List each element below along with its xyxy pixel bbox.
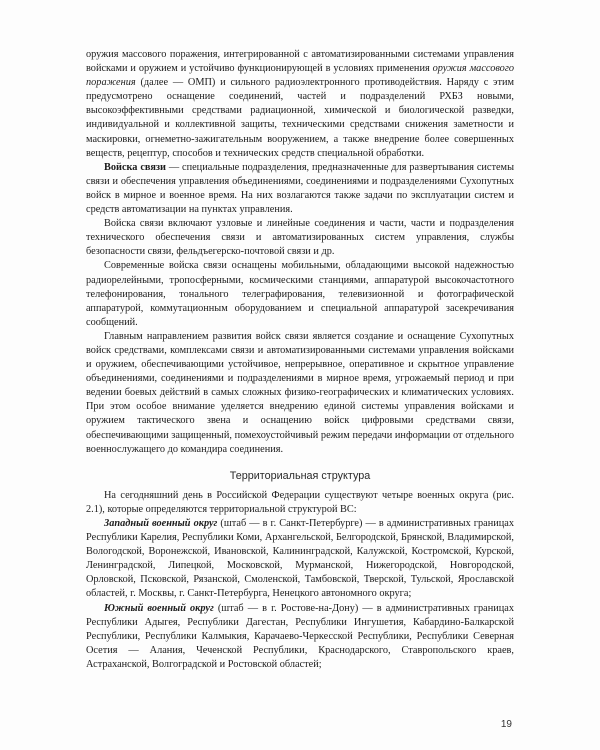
paragraph-1-text-b: (далее — ОМП) и сильного радиоэлектронного противодействия. Наряду с этим предусмотрено оснащение соединений, частей и подразделений РХБЗ новыми, высокоэффективными средствами радиационной, химической и биологической разведки, индивидуальной и коллективной защиты, техническими средствами снижения заметности и маскировки, огнеметно-зажигательным вооружением, а также внедрение более совершенных веществ, рецептур, способов и технических средств специальной обработки.: [86, 77, 514, 159]
paragraph-8-text: (штаб — в г. Ростове-на-Дону) — в административных границах Республики Адыгея, Республики Дагестан, Республики Ингушетия, Кабардино-Балкарской Республики, Республики Калмыкия, Карачаево-Черкесской Республики, Республики Северная Осетия — Алания, Чеченской Республики, Краснодарского, Ставропольского краев, Астраханской, Волгоградской и Ростовской областей;: [86, 602, 514, 670]
body-text: [86, 48, 514, 672]
term-southern-district: Южный военный округ: [104, 602, 214, 614]
paragraph-1: [86, 48, 514, 161]
term-western-district: Западный военный округ: [104, 518, 218, 529]
paragraph-4: Современные войска связи оснащены мобильными, обладающими высокой надежностью радиорелейными, тропосферными, космическими станциями, аппаратурой высокочастотного телефонирования, тонального телеграфирования, телевизионной и фотографической аппаратурой, коммутационным оборудованием и специальной аппаратурой засекречивания сообщений.: [86, 260, 514, 328]
paragraph-1-italic-term: оружия массового поражения: [86, 63, 514, 89]
paragraph-7-text: (штаб — в г. Санкт-Петербурге) — в административных границах Республики Карелия, Республики Коми, Архангельской, Белгородской, Брянской, Владимирской, Вологодской, Воронежской, Ивановской, Калининградской, Калужской, Костромской, Курской, Ленинградской, Липецкой, Московской, Мурманской, Нижегородской, Новгородской, Орловской, Псковской, Рязанской, Смоленской, Тамбовской, Тверской, Тульской, Ярославской областей, г. Москвы, г. Санкт-Петербурга, Ненецкого автономного округа;: [86, 518, 514, 600]
paragraph-6: На сегодняшний день в Российской Федерации существуют четыре военных округа (рис. 2.1), которые определяются территориальной структурой ВС:: [86, 489, 514, 515]
paragraph-7: [86, 517, 514, 602]
section-heading: Территориальная структура: [229, 469, 371, 482]
paragraph-1-text-a: оружия массового поражения, интегрированной с автоматизированными системами управления войсками и оружием и устойчиво функционирующей в условиях применения: [86, 49, 514, 75]
page-number: 19: [500, 719, 512, 730]
paragraph-2-text: — специальные подразделения, предназначенные для развертывания системы связи и обеспечения управления объединениями, соединениями и подразделениями Сухопутных войск в мирное и военное время. На них возлагаются также задачи по эксплуатации систем и средств автоматизации на пунктах управления.: [86, 161, 514, 216]
term-signal-troops: Войска связи: [104, 161, 166, 173]
paragraph-2: [86, 161, 514, 217]
paragraph-3: Войска связи включают узловые и линейные соединения и части, части и подразделения технического обеспечения связи и автоматизированных систем управления, службы безопасности связи, фельдъегерско-почтовой связи и др.: [86, 218, 514, 258]
paragraph-8: [86, 602, 514, 672]
paragraph-5: Главным направлением развития войск связи является создание и оснащение Сухопутных войск средствами, комплексами связи и автоматизированными системами управления войсками и оружием, обеспечивающими устойчивое, непрерывное, оперативное и скрытное управление объединениями, соединениями и подразделениями в мирное время, угрожаемый период и при ведении боевых действий в самых сложных физико-географических и климатических условиях. При этом особое внимание уделяется внедрению единой системы управления войсками и оружием тактического звена и оснащению войск цифровыми средствами связи, обеспечивающими защищенный, помехоустойчивый режим передачи информации от отдельного военнослужащего до командира соединения.: [86, 330, 514, 455]
